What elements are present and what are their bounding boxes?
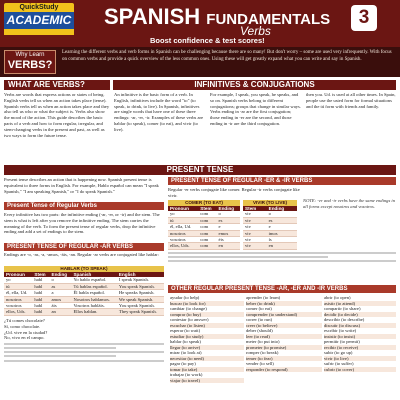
hablar-table-cell: amos [50, 296, 72, 302]
what-col2-text: An infinitive is the basic form of a verb. In English, infinitives include the word "to" (to speak, to drink, to live). In Spanish, infinitives are single words that have one of these three endings: -ar, -er, -ir. Examples of these verbs are hablar (to speak), comer (to eat), and vivir (to live). [114, 92, 204, 132]
vivir-table-cell: o [267, 211, 297, 217]
subsection-er-ir-verbs: PRESENT TENSE OF REGULAR -ER & -IR VERBS [168, 177, 396, 185]
text-line [4, 347, 116, 349]
text-line [168, 260, 396, 262]
comer-table-cell: ellos, Uds. [168, 243, 198, 249]
example-line-2: Sí, como chocolate. [4, 323, 41, 329]
text-line [4, 360, 164, 362]
hablar-table-title: HABLAR (TO SPEAK) [4, 266, 164, 272]
hablar-table-cell: habl [32, 303, 49, 309]
text-line [4, 355, 116, 357]
comer-table-cell: com [198, 230, 216, 236]
verb-list-item: viajar (to travel) [170, 378, 244, 384]
verb-list-item: tomar (to take) [170, 367, 244, 373]
text-line [168, 256, 328, 258]
what-col1-text: Verbs are words that express actions or states of being. English verbs tell us when an action takes place (tense). Spanish verbs tell us when an action takes place and they also tell us who or what the subject is. Verbs also show the mood of the action. This guide describes the basic parts of a verb and how to form regular, irregular, and stem-changing verbs in the present and past, as well as two ways to form the future tense. [4, 92, 110, 138]
verb-list-item: esperar (to wait) [170, 328, 201, 333]
verb-list-item: estudiar (to study) [170, 334, 244, 340]
hablar-examples [4, 318, 164, 398]
comer-table-row [168, 243, 240, 249]
verb-list-item: beber (to drink) [246, 301, 322, 307]
comer-table-cell: es [217, 217, 240, 223]
hablar-table-cell: Vosotros habláis. [71, 303, 116, 309]
vivir-th-ending: Ending [267, 206, 297, 211]
hablar-table-cell: a [50, 290, 72, 296]
vivir-table-cell: imos [267, 230, 297, 236]
vivir-table-cell: viv [243, 211, 267, 217]
vivir-table-cell: viv [243, 230, 267, 236]
comer-table-cell: él, ella, Ud. [168, 224, 198, 230]
verb-list-item: comprender (to understand) [246, 312, 322, 318]
subsection-other-verbs: OTHER REGULAR PRESENT TENSE -AR, -ER AND -IR VERBS [168, 285, 396, 293]
verb-list-item: sufrir (to suffer) [324, 361, 354, 366]
hablar-table-cell: nosotros [4, 296, 32, 302]
verb-list-item: correr (to run) [246, 317, 273, 322]
verb-list-item: comer (to eat) [246, 306, 272, 311]
hablar-table [4, 272, 164, 316]
verb-list-item: cubrir (to cover) [324, 367, 396, 373]
hablar-th-ending: Ending [50, 272, 72, 277]
comer-th-pronoun: Pronoun [168, 206, 198, 211]
hablar-table-cell: Ellos hablan. [71, 309, 116, 315]
hablar-table-cell: él, ella, Ud. [4, 290, 32, 296]
vivir-table-cell: viv [243, 243, 267, 249]
infinitives-col2 [210, 92, 302, 162]
verb-list-item: temer (to fear) [246, 356, 322, 362]
er-bullets-text: Regular -er verbs conjugate like comer. Regular -ir verbs conjugate like vivir. [168, 187, 300, 198]
hablar-table-cell: You speak Spanish. [117, 303, 164, 309]
logo-main-text: ACADEMIC [4, 12, 74, 29]
verb-list-item: prometer (to promise) [246, 345, 322, 351]
comer-table-cell: éis [217, 237, 240, 243]
comer-table-title: COMER (TO EAT) [168, 200, 240, 206]
comer-th-stem: Stem [198, 206, 216, 211]
verb-list-item: creer (to believe) [246, 323, 322, 329]
hablar-table-cell: o [50, 277, 72, 283]
hablar-table-cell: habl [32, 290, 49, 296]
comer-table-cell: o [217, 211, 240, 217]
verb-list-item: llegar (to arrive) [170, 345, 244, 351]
verb-list-item: describir (to describe) [324, 317, 365, 322]
verb-list-item: vivir (to live) [324, 356, 396, 362]
title-fundamentals: FUNDAMENTALS [206, 11, 331, 28]
comer-table-cell: emos [217, 230, 240, 236]
verb-list-item: ayudar (to help) [170, 295, 200, 300]
regular-verbs-text [4, 212, 164, 240]
verb-list-item: vender (to sell) [246, 361, 274, 366]
hablar-table-cell: habl [32, 277, 49, 283]
vivir-table-cell: en [267, 243, 297, 249]
hablar-table-cell: habl [32, 309, 49, 315]
intro-text: Learning the different verbs and verb forms in Spanish can be challenging because there are so many! But don't worry – some are used very infrequently. With focus on common verbs and provide a quick overview of the less common ones. Using these will get greatly expand what you can write and say in Spanish. [62, 50, 392, 62]
verb-list-item: trabajar (to work) [170, 372, 203, 377]
verb-list-item: decidir (to decide) [324, 312, 396, 318]
section-infinitives: INFINITIVES & CONJUGATIONS [113, 80, 396, 90]
infinitives-col1 [114, 92, 206, 162]
verb-list-item: compartir (to share) [324, 306, 361, 311]
verb-list-item: subir (to go up) [324, 350, 353, 355]
regular-col1-text: Every infinitive has two parts: the infinitive ending (-ar, -er, or -ir) and the stem. The stem is what is left after you remove the infinitive ending. The stem carries the meaning of the verb. To form the present tense of regular verbs, drop the infinitive ending and add a set of endings to the stem. [4, 212, 160, 235]
hablar-table-cell: Él habla español. [71, 290, 116, 296]
hablar-table-cell: Yo hablo español. [71, 277, 116, 283]
logo-stripe [4, 29, 74, 35]
subsection-regular-verbs: Present Tense of Regular Verbs [4, 202, 164, 210]
other-verbs-ir-column [324, 295, 396, 372]
verb-list-item: hablar (to speak) [170, 339, 201, 344]
verb-list-item: responder (to respond) [246, 367, 322, 373]
vivir-table [243, 206, 297, 250]
verb-list-item: mirar (to look at) [170, 350, 202, 355]
example-line-1: ¿Tú comes chocolate? [4, 318, 45, 323]
hablar-table-cell: I speak Spanish. [117, 277, 164, 283]
hablar-th-pronoun: Pronoun [4, 272, 32, 277]
vivir-table-row [243, 243, 297, 249]
er-ir-bullets [168, 187, 308, 199]
section-what-are-verbs: WHAT ARE VERBS? [4, 80, 110, 90]
verb-list-item: necesitar (to need) [170, 356, 244, 362]
header-banner [0, 0, 400, 47]
vivir-th-stem: Stem [243, 206, 267, 211]
example-line-3: ¿Ud. vive en la ciudad? [4, 329, 48, 335]
verb-list-item: deber (should) [246, 328, 273, 333]
comer-table-cell: com [198, 217, 216, 223]
vivir-table-cell: ís [267, 237, 297, 243]
verb-list-item: escribir (to write) [324, 328, 357, 333]
what-col3-text: For example, I speak, you speak, he speaks, and so on. Spanish verbs belong to different conjugations; groups that change in similar ways. Verbs ending in -ar are the first conjugation; those ending in -er are the second, and those ending in -ir are the third conjugation. [210, 92, 301, 126]
hablar-table-cell: He speaks Spanish. [117, 290, 164, 296]
er-ir-note: NOTE: -er and -ir verbs have the same endings in all forms except nosotros and vosotros. [303, 198, 395, 209]
comer-table-cell: tú [168, 217, 198, 223]
verb-list-item: pagar (to pay) [170, 361, 196, 366]
hablar-table-cell: yo [4, 277, 32, 283]
vivir-table-title: VIVIR (TO LIVE) [243, 200, 297, 206]
comer-th-ending: Ending [217, 206, 240, 211]
volume-badge: 3 [351, 5, 377, 31]
verb-list-item: leer (to read) [246, 334, 322, 340]
text-line [168, 252, 396, 254]
logo-top-text: QuickStudy [4, 3, 74, 12]
text-line [4, 343, 164, 345]
hablar-table-cell: Nosotros hablamos. [71, 296, 116, 302]
vivir-table-cell: e [267, 224, 297, 230]
verb-list-item: abrir (to open) [324, 295, 351, 300]
verb-list-item: romper (to break) [246, 350, 279, 355]
comer-table-cell: nosotros [168, 230, 198, 236]
hablar-table-cell: habl [32, 296, 49, 302]
infinitives-col3 [306, 92, 396, 162]
hablar-table-cell: áis [50, 303, 72, 309]
verb-list-item: contestar (to answer) [170, 317, 209, 322]
what-are-verbs-text [4, 92, 110, 162]
verb-list-item: asistir (to attend) [324, 301, 396, 307]
comer-table-cell: yo [168, 211, 198, 217]
verb-list-item: recibir (to receive) [324, 345, 396, 351]
present-col1-text: Present tense describes an action that is happening now. Spanish present tense is equivalent to three forms in English. For example, Hablo español can mean "I speak Spanish," "I am speaking Spanish," or "I do speak Spanish." [4, 177, 159, 194]
verb-list-item: permitir (to permit) [324, 339, 360, 344]
hablar-th-english: English [117, 272, 164, 277]
comer-table-cell: en [217, 243, 240, 249]
subsection-ar-verbs: PRESENT TENSE OF REGULAR -AR VERBS [4, 243, 164, 251]
hablar-table-cell: We speak Spanish. [117, 296, 164, 302]
verb-list-item: comprar (to buy) [170, 312, 244, 318]
tagline: Boost confidence & test scores! [150, 36, 265, 45]
ar-bullets [4, 252, 164, 264]
verb-list-item: aprender (to learn) [246, 295, 281, 300]
title-spanish: SPANISH [104, 4, 201, 29]
verb-list-item: insistir (to insist) [324, 334, 396, 340]
text-line [4, 351, 164, 353]
comer-table-cell: com [198, 243, 216, 249]
hablar-table-cell: habl [32, 283, 49, 289]
er-ir-examples [168, 250, 396, 272]
hablar-table-row [4, 309, 164, 315]
hablar-table-cell: They speak Spanish. [117, 309, 164, 315]
verb-list-item: escuchar (to listen) [170, 323, 244, 329]
hablar-th-stem: Stem [32, 272, 49, 277]
comer-table-cell: com [198, 237, 216, 243]
hablar-table-cell: as [50, 283, 72, 289]
what-col4-text: then you. Ud. is used at all other times. In Spain, people use the usted form for formal situations and the tú form with friends and family. [306, 92, 396, 109]
hablar-th-spanish: Spanish [71, 272, 116, 277]
other-verbs-er-column [246, 295, 322, 372]
hablar-table-cell: vosotros [4, 303, 32, 309]
hablar-table-cell: ellos, Uds. [4, 309, 32, 315]
comer-table-cell: e [217, 224, 240, 230]
hablar-table-cell: Tú hablas español. [71, 283, 116, 289]
example-line-4: No, vivo en el campo. [4, 335, 45, 341]
verb-list-item: cambiar (to change) [170, 306, 207, 311]
hablar-table-cell: an [50, 309, 72, 315]
comer-table-cell: vosotros [168, 237, 198, 243]
title-verbs: Verbs [240, 24, 271, 38]
verb-list-item: discutir (to discuss) [324, 323, 396, 329]
other-verbs-ar-column [170, 295, 244, 383]
verb-list-item: meter (to put into) [246, 339, 280, 344]
quickstudy-logo [4, 3, 74, 35]
vivir-table-cell: viv [243, 224, 267, 230]
vivir-table-cell: es [267, 217, 297, 223]
why-learn-box [4, 50, 56, 74]
vivir-table-cell: viv [243, 237, 267, 243]
comer-table-cell: com [198, 211, 216, 217]
comer-table-cell: com [198, 224, 216, 230]
section-present-tense: PRESENT TENSE [4, 165, 396, 175]
page-title [104, 5, 330, 32]
present-tense-intro [4, 177, 164, 199]
intro-band [0, 47, 400, 77]
ar-bullets-text: Endings are -o, -as, -a, -amos, -áis, -an. Regular -ar verbs are conjugated like hablar: [4, 252, 160, 257]
hablar-table-cell: You speak Spanish. [117, 283, 164, 289]
hablar-table-cell: tú [4, 283, 32, 289]
comer-table [168, 206, 240, 250]
vivir-table-cell: viv [243, 217, 267, 223]
why-learn-small: Why Learn [15, 52, 45, 58]
why-learn-big: VERBS? [7, 59, 53, 71]
verb-list-item: buscar (to look for) [170, 301, 244, 307]
